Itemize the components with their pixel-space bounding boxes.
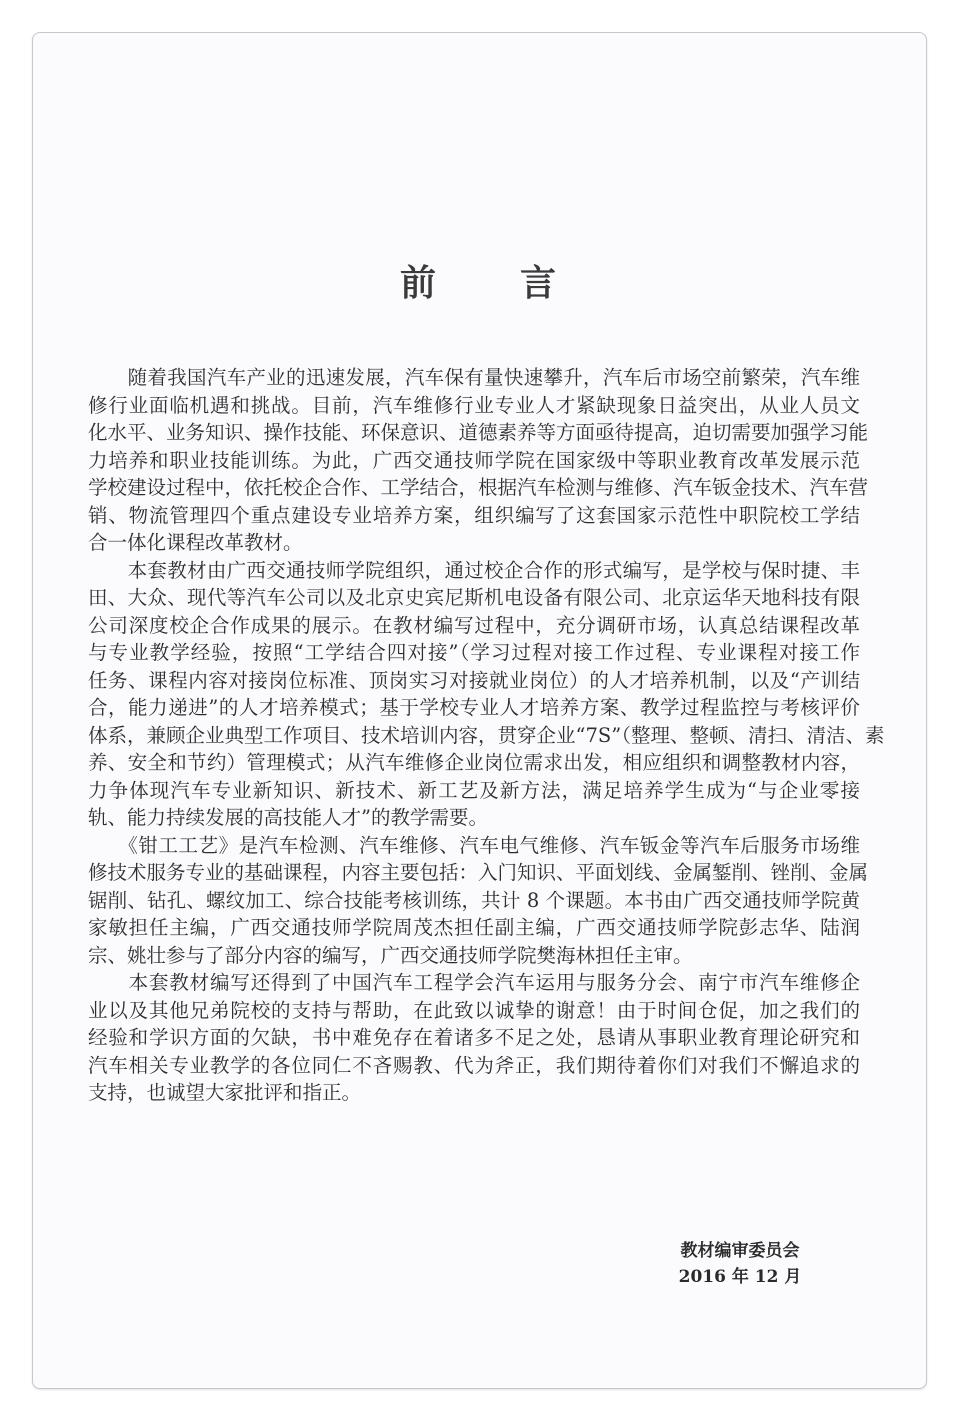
signature-date: 2016 年 12 月 bbox=[678, 1267, 802, 1287]
text-line: 与专业教学经验，按照“工学结合四对接”（学习过程对接工作过程、专业课程对接工作 bbox=[88, 641, 860, 664]
text-line: 养、安全和节约）管理模式；从汽车维修企业岗位需求出发，相应组织和调整教材内容， bbox=[88, 751, 860, 774]
signature-block bbox=[620, 1238, 860, 1290]
paragraph-4 bbox=[88, 969, 860, 1107]
text-line: 力培养和职业技能训练。为此，广西交通技师学院在国家级中等职业教育改革发展示范 bbox=[88, 448, 860, 472]
text-line: 修行业面临机遇和挑战。目前，汽车维修行业专业人才紧缺现象日益突出，从业人员文 bbox=[88, 393, 860, 417]
text-line: 化水平、业务知识、操作技能、环保意识、道德素养等方面亟待提高，迫切需要加强学习能 bbox=[88, 421, 869, 444]
paragraph-1 bbox=[88, 364, 869, 557]
text-line: 业以及其他兄弟院校的支持与帮助，在此致以诚挚的谢意！由于时间仓促，加之我们的 bbox=[88, 998, 860, 1022]
text-line: 力争体现汽车专业新知识、新技术、新工艺及新方法，满足培养学生成为“与企业零接 bbox=[88, 778, 860, 802]
page-title bbox=[0, 255, 960, 306]
title-char-1: 前 bbox=[399, 263, 440, 304]
text-line: 《钳工工艺》是汽车检测、汽车维修、汽车电气维修、汽车钣金等汽车后服务市场维 bbox=[88, 833, 860, 857]
text-line: 任务、课程内容对接岗位标准、顶岗实习对接就业岗位）的人才培养机制，以及“产训结 bbox=[88, 668, 860, 692]
text-line: 轨、能力持续发展的高技能人才”的教学需要。 bbox=[88, 806, 488, 829]
paragraph-3 bbox=[88, 832, 869, 970]
text-line: 家敏担任主编，广西交通技师学院周茂杰担任副主编，广西交通技师学院彭志华、陆润 bbox=[88, 916, 860, 939]
text-line: 公司深度校企合作成果的展示。在教材编写过程中，充分调研市场，认真总结课程改革 bbox=[88, 613, 860, 637]
text-line: 随着我国汽车产业的迅速发展，汽车保有量快速攀升，汽车后市场空前繁荣，汽车维 bbox=[88, 366, 860, 389]
text-line: 体系，兼顾企业典型工作项目、技术培训内容，贯穿企业“7S”（整理、整顿、清扫、清洁、素 bbox=[88, 723, 885, 747]
text-line: 汽车相关专业教学的各位同仁不吝赐教、代为斧正，我们期待着你们对我们不懈追求的 bbox=[88, 1053, 860, 1077]
text-line: 修技术服务专业的基础课程，内容主要包括：入门知识、平面划线、金属錾削、锉削、金属 bbox=[88, 861, 869, 884]
text-line: 宗、姚壮参与了部分内容的编写，广西交通技师学院樊海林担任主审。 bbox=[88, 943, 693, 967]
text-line: 支持，也诚望大家批评和指正。 bbox=[88, 1081, 362, 1104]
signature-org: 教材编审委员会 bbox=[680, 1241, 800, 1261]
text-line: 经验和学识方面的欠缺，书中难免存在着诸多不足之处，恳请从事职业教育理论研究和 bbox=[88, 1026, 860, 1049]
title-char-2: 言 bbox=[520, 263, 561, 304]
text-line: 合，能力递进”的人才培养模式；基于学校专业人才培养方案、教学过程监控与考核评价 bbox=[88, 696, 860, 719]
paragraph-2 bbox=[88, 557, 885, 832]
text-line: 销、物流管理四个重点建设专业培养方案，组织编写了这套国家示范性中职院校工学结 bbox=[88, 503, 860, 527]
text-line: 本套教材由广西交通技师学院组织，通过校企合作的形式编写，是学校与保时捷、丰 bbox=[88, 558, 860, 582]
text-line: 本套教材编写还得到了中国汽车工程学会汽车运用与服务分会、南宁市汽车维修企 bbox=[88, 971, 860, 994]
text-line: 锯削、钻孔、螺纹加工、综合技能考核训练，共计 8 个课题。本书由广西交通技师学院黄 bbox=[88, 888, 860, 912]
text-line: 田、大众、现代等汽车公司以及北京史宾尼斯机电设备有限公司、北京运华天地科技有限 bbox=[88, 586, 860, 609]
text-line: 学校建设过程中，依托校企合作、工学结合，根据汽车检测与维修、汽车钣金技术、汽车营 bbox=[88, 476, 869, 499]
preface-body bbox=[88, 364, 885, 1107]
text-line: 合一体化课程改革教材。 bbox=[88, 531, 303, 554]
